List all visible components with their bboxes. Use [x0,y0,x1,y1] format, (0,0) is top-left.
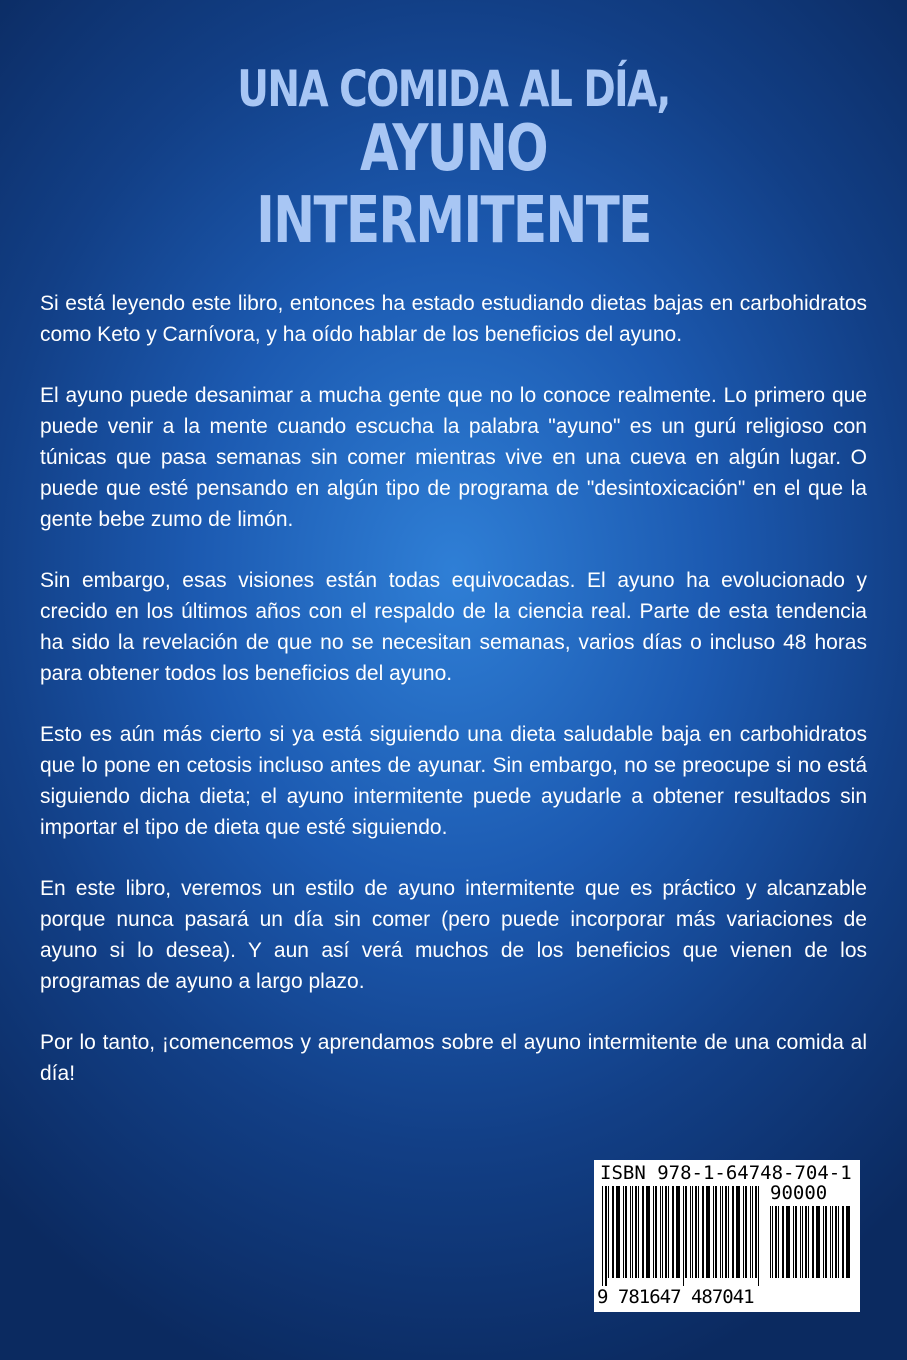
title-line-1: UNA COMIDA AL DÍA, [237,60,670,118]
blurb-paragraph: En este libro, veremos un estilo de ayuno intermitente que es práctico y alcanzable porque nunca pasará un día sin comer (pero puede incorporar más variaciones de ayuno si lo desea). Y aun así verá muchos de los beneficios que vienen de los programas de ayuno a largo plazo. [40,877,867,993]
ean-barcode-icon [602,1186,766,1286]
blurb-paragraph: Por lo tanto, ¡comencemos y aprendamos sobre el ayuno intermitente de una comida al día! [40,1031,867,1085]
title-line-2: AYUNO [360,112,547,186]
blurb [40,288,867,1119]
isbn-barcode [594,1160,860,1312]
ean-digits: 9 781647 487041 [597,1286,754,1308]
blurb-paragraph: Esto es aún más cierto si ya está siguiendo una dieta saludable baja en carbohidratos que lo pone en cetosis incluso antes de ayunar. Sin embargo, no se preocupe si no está siguiendo dicha dieta; el ayuno intermitente puede ayudarle a obtener resultados sin importar el tipo de dieta que esté siguiendo. [40,723,867,839]
blurb-paragraph: Sin embargo, esas visiones están todas equivocadas. El ayuno ha evolucionado y crecido en los últimos años con el respaldo de la ciencia real. Parte de esta tendencia ha sido la revelación de que no se necesitan semanas, varios días o incluso 48 horas para obtener todos los beneficios del ayuno. [40,569,867,685]
title-line-3: INTERMITENTE [256,184,651,258]
blurb-paragraph: El ayuno puede desanimar a mucha gente que no lo conoce realmente. Lo primero que puede venir a la mente cuando escucha la palabra "ayuno" es un gurú religioso con túnicas que pasa semanas sin comer mientras vive en una cueva en algún lugar. O puede que esté pensando en algún tipo de programa de "desintoxicación" en el que la gente bebe zumo de limón. [40,384,867,531]
price-addon: 90000 [770,1182,828,1204]
blurb-paragraph: Si está leyendo este libro, entonces ha estado estudiando dietas bajas en carbohidratos como Keto y Carnívora, y ha oído hablar de los beneficios del ayuno. [40,292,867,346]
addon-barcode-icon [770,1206,850,1286]
isbn-label: ISBN 978-1-64748-704-1 [600,1162,852,1184]
